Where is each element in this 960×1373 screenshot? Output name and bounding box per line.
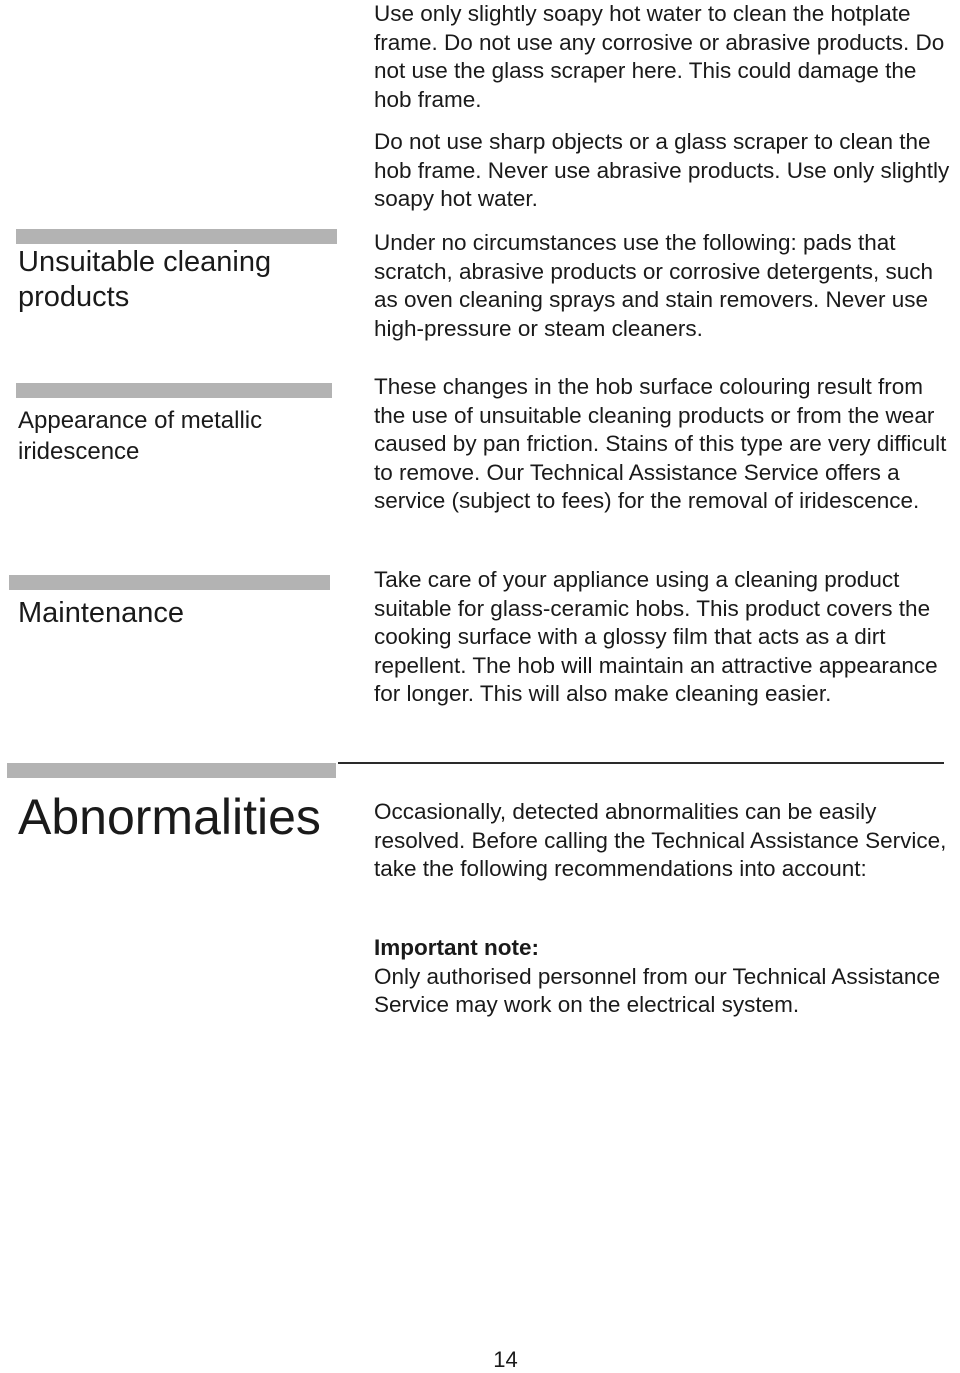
heading-iridescence-line1: Appearance of metallic xyxy=(18,407,263,434)
paragraph-hob-frame xyxy=(374,128,954,214)
heading-iridescence xyxy=(18,405,262,467)
heading-unsuitable-cleaning xyxy=(18,245,271,315)
paragraph-unsuitable xyxy=(374,229,954,343)
heading-unsuitable-line2: products xyxy=(18,281,130,313)
unsuitable-text: Under no circumstances use the following: pads that scratch, abrasive products or corrosive detergents, such as oven cleaning sprays and stain removers. Never use high-pressure or steam cleaners. xyxy=(374,230,934,341)
paragraph-maintenance xyxy=(374,566,954,709)
hob-frame-text: Do not use sharp objects or a glass scraper to clean the hob frame. Never use abrasive products. Use only slightly soapy hot water. xyxy=(374,129,950,212)
heading-abnormalities: Abnormalities xyxy=(18,789,321,845)
section-bar-iridescence xyxy=(16,383,332,398)
hotplate-frame-text: Use only slightly soapy hot water to clean the hotplate frame. Do not use any corrosive or abrasive products. Do not use the glass scraper here. This could damage the hob frame. xyxy=(374,1,945,112)
important-note-text: Only authorised personnel from our Technical Assistance Service may work on the electrical system. xyxy=(374,963,941,1018)
page-number: 14 xyxy=(493,1347,518,1372)
maintenance-text: Take care of your appliance using a cleaning product suitable for glass-ceramic hobs. This product covers the cooking surface with a glossy film that acts as a dirt repellent. The hob will maintain an attractive appearance for longer. This will also make cleaning easier. xyxy=(374,567,938,707)
important-note-block xyxy=(374,934,954,1020)
section-bar-maintenance xyxy=(9,575,330,590)
heading-unsuitable-line1: Unsuitable cleaning xyxy=(18,246,272,278)
paragraph-iridescence xyxy=(374,373,954,516)
section-bar-unsuitable xyxy=(16,229,337,244)
heading-iridescence-line2: iridescence xyxy=(18,438,140,465)
section-bar-abnormalities xyxy=(7,763,336,778)
paragraph-hotplate-frame xyxy=(374,0,954,114)
section-divider-line xyxy=(338,762,944,764)
important-note-label: Important note: xyxy=(374,935,539,960)
paragraph-abnormalities xyxy=(374,798,954,884)
iridescence-text: These changes in the hob surface colouring result from the use of unsuitable cleaning products or from the wear caused by pan friction. Stains of this type are very difficult to remove. Our Technical Assistance Service offers a service (subject to fees) for the removal of iridescence. xyxy=(374,374,947,514)
abnormalities-text: Occasionally, detected abnormalities can be easily resolved. Before calling the Technical Assistance Service, take the following recommendations into account: xyxy=(374,799,947,882)
heading-maintenance: Maintenance xyxy=(18,597,185,629)
